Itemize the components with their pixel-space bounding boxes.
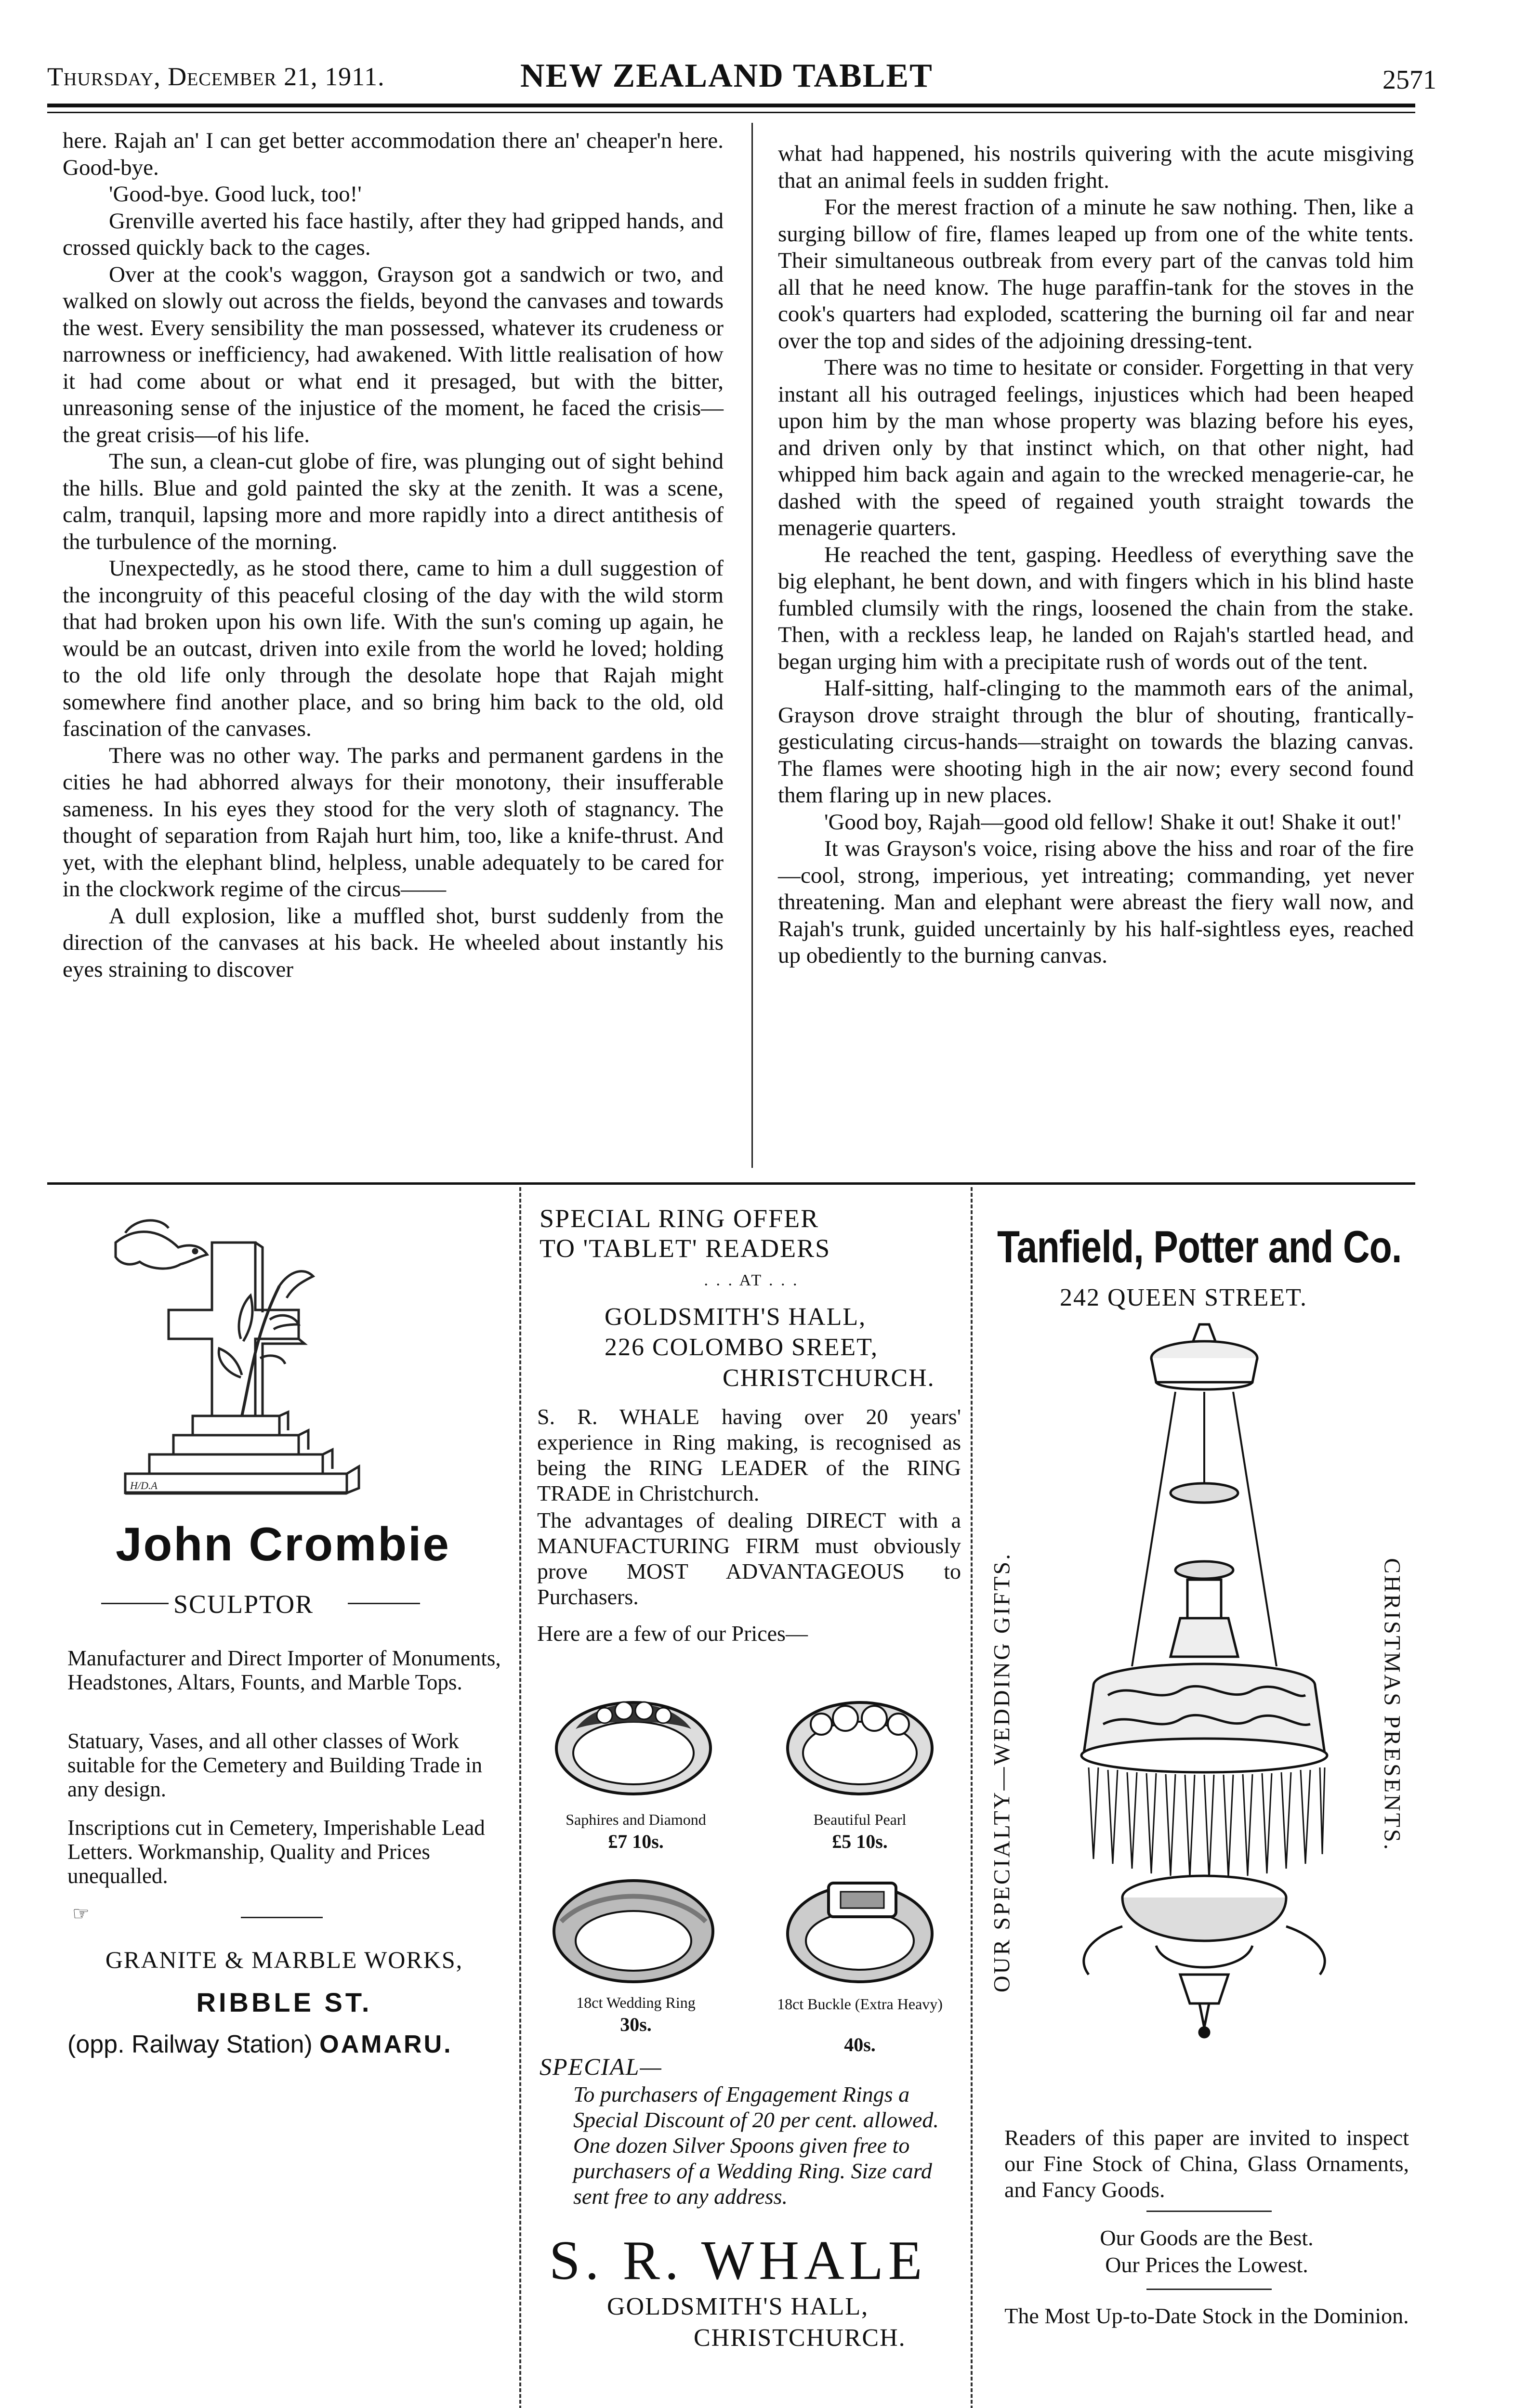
article-paragraph: Grenville averted his face hastily, after they had gripped hands, and crossed quickly back to the cages. <box>63 208 724 260</box>
article-paragraph: For the merest fraction of a minute he saw nothing. Then, like a surging billow of fire, flames leaped up from one of the white tents. Their simultaneous outbreak from every part of the canvas told him all that he need know. The huge paraffin-tank for the stoves in the cook's quarters had exploded, scattering the burning oil far and near over the top and sides of the adjoining dressing-tent. <box>778 195 1414 353</box>
article-paragraph: He reached the tent, gasping. Heedless of everything save the big elephant, he bent down, and with fingers which in his blind haste fumbled clumsily with the rings, loosened the chain from the stake. Then, with a reckless leap, he landed on Rajah's startled head, and began urging him with a precipitate rush of words out of the tent. <box>778 542 1414 674</box>
article-paragraph: There was no time to hesitate or consider. Forgetting in that very instant all his outraged feelings, injustices which had been heaped upon him by the man whose property was blazing before his eyes, and driven only by that instinct which, on that other night, had whipped him back again and again to the wrecked menagerie-car, he dashed with the speed of regained youth straight towards the menagerie quarters. <box>778 355 1414 540</box>
article-paragraph: here. Rajah an' I can get better accommodation there an' cheaper'n here. Good-bye. <box>63 128 724 180</box>
pointing-hand-icon: ☞ <box>72 1903 90 1924</box>
crombie-name: John Crombie <box>116 1518 450 1570</box>
tanfield-name: Tanfield, Potter and Co. <box>997 1221 1402 1272</box>
tanfield-rule-2 <box>1146 2289 1272 2290</box>
crombie-street: RIBBLE ST. <box>196 1987 372 2017</box>
ring-sapphire-diamond-image <box>542 1676 725 1811</box>
article-paragraph: The sun, a clean-cut globe of fire, was plunging out of sight behind the hills. Blue and gold painted the sky at the zenith. It was a scene, calm, tranquil, lapsing more and more rapidly into a direct antithesis of the turbulence of the morning. <box>63 449 724 554</box>
hanging-lamp-illustration <box>1036 1320 1373 2090</box>
whale-special-text: To purchasers of Engagement Rings a Special Discount of 20 per cent. allowed. One dozen Silver Spoons given free to purchasers of a Wedding Ring. Size card sent free to any address. <box>573 2082 939 2209</box>
page-number: 2571 <box>1382 65 1436 95</box>
article-paragraph: Half-sitting, half-clinging to the mammoth ears of the animal, Grayson drove straight through the blur of shouting, frantically-gesticulating circus-hands—straight on towards the blazing canvas. The flames were shooting high in the air now; every second found them flaring up in new places. <box>778 676 1414 808</box>
whale-city: CHRISTCHURCH. <box>723 1364 935 1392</box>
tanfield-paragraph-1: Readers of this paper are invited to inspect our Fine Stock of China, Glass Ornaments, and Fancy Goods. <box>1004 2125 1409 2202</box>
tanfield-address: 242 QUEEN STREET. <box>1060 1284 1307 1311</box>
sculptor-rule-left <box>101 1603 169 1604</box>
whale-name: S. R. WHALE <box>549 2230 927 2291</box>
ring-price: £7 10s. <box>608 1831 664 1852</box>
whale-headline-2: TO 'TABLET' READERS <box>540 1234 831 1263</box>
whale-headline-1: SPECIAL RING OFFER <box>540 1204 819 1233</box>
crombie-paragraph-2: Statuary, Vases, and all other classes of Work suitable for the Cemetery and Building Trade in any design. <box>67 1729 483 1801</box>
header-rule <box>47 104 1415 107</box>
whale-special-label: SPECIAL— <box>540 2053 662 2080</box>
article-paragraph: what had happened, his nostrils quivering with the acute misgiving that an animal feels in sudden fright. <box>778 141 1414 193</box>
crombie-paragraph-3: Inscriptions cut in Cemetery, Imperishable Lead Letters. Workmanship, Quality and Prices unequalled. <box>67 1816 485 1888</box>
article-paragraph: Unexpectedly, as he stood there, came to him a dull suggestion of the incongruity of this peaceful closing of the day with the wild storm that had broken upon his own life. With the sun's coming up again, he would be an outcast, driven into exile from the world he loved; holding to the old life only through the desolate hope that Rajah might somewhere find another place, and so bring him back to the old, old fascination of the canvases. <box>63 556 724 741</box>
column-divider <box>751 123 753 1168</box>
ring-caption: Saphires and Diamond <box>566 1811 706 1828</box>
ring-price: £5 10s. <box>832 1831 888 1852</box>
crombie-town: OAMARU. <box>319 2030 453 2058</box>
article-paragraph: 'Good-bye. Good luck, too!' <box>109 182 362 207</box>
ring-caption: Beautiful Pearl <box>813 1811 907 1828</box>
ad-divider-right <box>971 1187 973 2408</box>
tanfield-best: Our Goods are the Best. <box>1100 2225 1314 2250</box>
crombie-location <box>67 2030 453 2059</box>
ring-caption: 18ct Buckle (Extra Heavy) <box>777 1995 943 2013</box>
tanfield-left-vertical: OUR SPECIALTY—WEDDING GIFTS. <box>989 1552 1015 1993</box>
article-paragraph: There was no other way. The parks and permanent gardens in the cities he had abhorred always for their monotony, their insufferable sameness. In his eyes they stood for the very sloth of stagnancy. The thought of separation from Rajah hurt him, too, like a knife-thrust. And yet, with the elephant blind, helpless, unable adequately to be cared for in the clockwork regime of the circus—— <box>63 743 724 902</box>
article-paragraph: It was Grayson's voice, rising above the hiss and roar of the fire—cool, strong, imperious, yet intreating; commanding, yet never threatening. Man and elephant were abreast the fiery wall now, and Rajah's trunk, guided uncertainly by his half-sightless eyes, reached up obediently to the burning canvas. <box>778 836 1414 968</box>
whale-footer-city: CHRISTCHURCH. <box>694 2324 906 2352</box>
whale-footer-hall: GOLDSMITH'S HALL, <box>607 2293 869 2320</box>
header-rule-thin <box>47 112 1415 113</box>
article-column-1 <box>63 128 724 983</box>
newspaper-title: NEW ZEALAND TABLET <box>520 57 933 94</box>
crombie-works: GRANITE & MARBLE WORKS, <box>105 1946 463 1973</box>
whale-hall: GOLDSMITH'S HALL, <box>605 1303 867 1331</box>
whale-paragraph-3: Here are a few of our Prices— <box>537 1621 808 1646</box>
ring-buckle-image <box>776 1869 944 1994</box>
ring-caption: 18ct Wedding Ring <box>576 1994 696 2011</box>
tanfield-lowest: Our Prices the Lowest. <box>1105 2252 1308 2277</box>
ring-price: 40s. <box>844 2034 876 2055</box>
ring-price: 30s. <box>620 2014 652 2035</box>
whale-street: 226 COLOMBO SREET, <box>605 1334 879 1361</box>
tanfield-rule-1 <box>1146 2211 1272 2212</box>
tanfield-right-vertical: CHRISTMAS PRESENTS. <box>1379 1558 1405 1852</box>
crombie-location-prefix: (opp. Railway Station) <box>67 2030 313 2058</box>
whale-paragraph-2: The advantages of dealing DIRECT with a MANUFACTURING FIRM must obviously prove MOST ADVANTAGEOUS to Purchasers. <box>537 1508 961 1609</box>
ring-pearl-image <box>776 1676 944 1811</box>
header-date: Thursday, December 21, 1911. <box>47 62 385 91</box>
whale-at: . . . AT . . . <box>704 1271 799 1289</box>
monument-plinth-mark: H/D.A <box>130 1479 158 1492</box>
advertisement-rule <box>47 1182 1415 1185</box>
ring-wedding-image <box>542 1869 725 1994</box>
article-paragraph: Over at the cook's waggon, Grayson got a sandwich or two, and walked on slowly out across the fields, beyond the canvases and towards the west. Every sensibility the man possessed, whatever its crudeness or narrowness or inefficiency, had awakened. With little realisation of how it had come about or what end it presaged, but with the bitter, unreasoning sense of the injustice of the moment, he faced the crisis—the great crisis—of his life. <box>63 262 724 447</box>
article-paragraph: A dull explosion, like a muffled shot, burst suddenly from the direction of the canvases at his back. He wheeled about instantly his eyes straining to discover <box>63 903 724 982</box>
whale-paragraph-1: S. R. WHALE having over 20 years' experience in Ring making, is recognised as being the RING LEADER of the RING TRADE in Christchurch. <box>537 1404 961 1505</box>
article-column-2 <box>778 141 1414 969</box>
tanfield-paragraph-3: The Most Up-to-Date Stock in the Dominion. <box>1004 2303 1409 2328</box>
crombie-rule <box>241 1917 323 1918</box>
sculptor-label: SCULPTOR <box>173 1590 314 1619</box>
crombie-paragraph-1: Manufacturer and Direct Importer of Monuments, Headstones, Altars, Founts, and Marble Tops. <box>67 1646 501 1694</box>
monument-illustration <box>96 1214 443 1503</box>
ad-divider-left <box>519 1187 521 2408</box>
sculptor-rule-right <box>348 1603 420 1604</box>
article-paragraph: 'Good boy, Rajah—good old fellow! Shake it out! Shake it out!' <box>824 809 1401 835</box>
